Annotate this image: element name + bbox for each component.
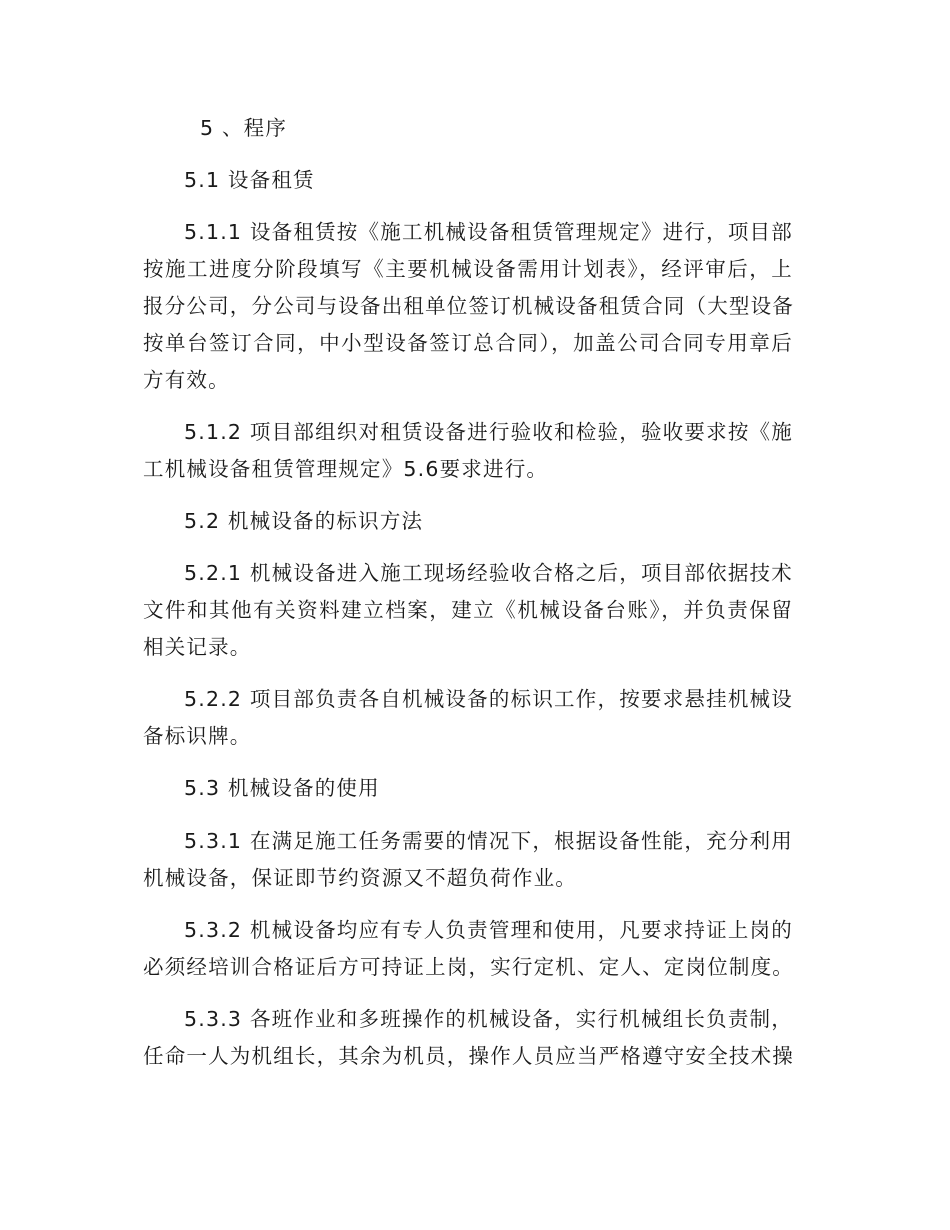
section-heading-5-1: 5.1 设备租赁 <box>184 168 315 192</box>
paragraph-line: 5.3.3 各班作业和多班操作的机械设备，实行机械组长负责制， <box>184 1007 793 1031</box>
section-heading-5: 5 、程序 <box>200 116 288 140</box>
paragraph-line: 工机械设备租赁管理规定》5.6要求进行。 <box>143 457 549 481</box>
paragraph-line: 5.1.2 项目部组织对租赁设备进行验收和检验，验收要求按《施 <box>184 420 793 444</box>
paragraph-line: 5.2.2 项目部负责各自机械设备的标识工作，按要求悬挂机械设 <box>184 687 793 711</box>
paragraph-line: 机械设备，保证即节约资源又不超负荷作业。 <box>143 866 577 890</box>
paragraph-line: 报分公司，分公司与设备出租单位签订机械设备租赁合同（大型设备 <box>143 294 794 318</box>
paragraph-line: 必须经培训合格证后方可持证上岗，实行定机、定人、定岗位制度。 <box>143 955 794 979</box>
paragraph-line: 备标识牌。 <box>143 724 252 748</box>
section-heading-5-2: 5.2 机械设备的标识方法 <box>184 509 424 533</box>
paragraph-line: 5.1.1 设备租赁按《施工机械设备租赁管理规定》进行，项目部 <box>184 220 793 244</box>
paragraph-line: 5.3.1 在满足施工任务需要的情况下，根据设备性能，充分利用 <box>184 829 793 853</box>
paragraph-line: 按施工进度分阶段填写《主要机械设备需用计划表》，经评审后，上 <box>143 257 793 281</box>
paragraph-line: 5.2.1 机械设备进入施工现场经验收合格之后，项目部依据技术 <box>184 561 793 585</box>
paragraph-line: 相关记录。 <box>143 635 252 659</box>
paragraph-line: 按单台签订合同，中小型设备签订总合同），加盖公司合同专用章后 <box>143 331 793 355</box>
section-heading-5-3: 5.3 机械设备的使用 <box>184 776 380 800</box>
paragraph-line: 文件和其他有关资料建立档案，建立《机械设备台账》，并负责保留 <box>143 598 793 622</box>
paragraph-line: 5.3.2 机械设备均应有专人负责管理和使用，凡要求持证上岗的 <box>184 918 793 942</box>
paragraph-line: 方有效。 <box>143 368 230 392</box>
paragraph-line: 任命一人为机组长，其余为机员，操作人员应当严格遵守安全技术操 <box>143 1044 794 1068</box>
